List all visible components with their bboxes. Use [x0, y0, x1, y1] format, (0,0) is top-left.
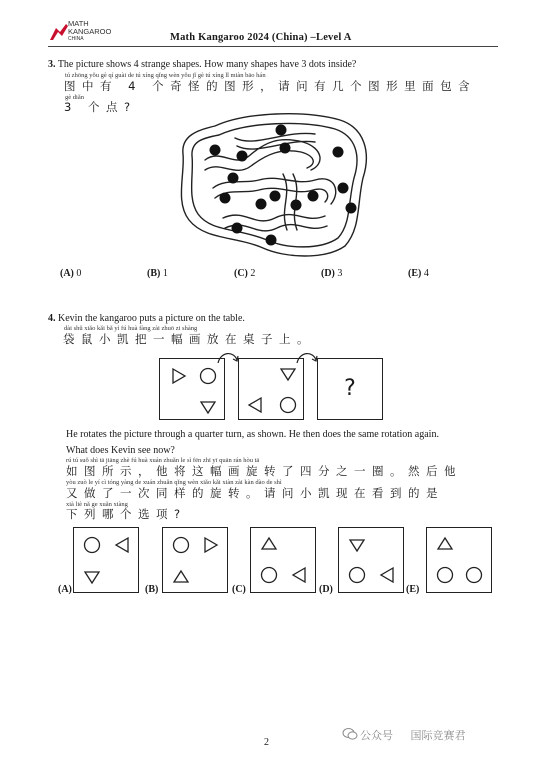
q3-text: The picture shows 4 strange shapes. How many shapes have 3 dots inside?: [57, 59, 357, 70]
q3-option-a-label: (A): [60, 268, 74, 279]
logo-line-china: CHINA: [68, 36, 84, 42]
q4-rotated-picture: [238, 358, 304, 420]
kangaroo-logo-icon: [48, 22, 70, 42]
watermark-brand: 公众号: [360, 729, 393, 742]
q3-pinyin-line2: gè diǎn: [65, 94, 84, 101]
q4-chinese-line1: 袋鼠小凯把一幅画放在桌子上。: [63, 332, 315, 346]
q4-option-e[interactable]: [426, 527, 492, 593]
q3-option-a-value: 0: [76, 268, 82, 279]
q4-option-d[interactable]: [338, 527, 404, 593]
q4-start-picture-shapes: [160, 359, 223, 418]
q3-pinyin-line1: tú zhōng yǒu gè qí guài de tú xíng qǐng wèn yǒu jǐ gè tú xíng lǐ miàn bāo hán: [65, 72, 266, 79]
q4-text-line3: What does Kevin see now?: [66, 445, 175, 456]
q4-pinyin-line4: xià liè nǎ ge xuǎn xiàng: [66, 501, 128, 508]
q3-chinese-line2: 3 个点?: [64, 100, 137, 114]
q4-text-line1: Kevin the kangaroo puts a picture on the table.: [58, 313, 245, 324]
q4-option-e-shapes: [427, 528, 490, 591]
wechat-icon: [342, 727, 358, 741]
q4-option-b[interactable]: [162, 527, 228, 593]
q4-pinyin-line1: dài shǔ xiǎo kǎi bǎ yì fú huà fàng zài zhuō zi shàng: [64, 325, 198, 332]
page-number: 2: [264, 737, 269, 748]
q4-pinyin-line2: rú tú suǒ shì tā jiāng zhè fú huà xuán zhuǎn le sì fēn zhī yī quān rán hòu tā: [66, 457, 260, 464]
q3-option-a[interactable]: [60, 268, 81, 279]
q4-option-a[interactable]: [73, 527, 139, 593]
q3-option-c[interactable]: [234, 268, 255, 279]
q3-option-d-label: (D): [321, 268, 335, 279]
q3-prompt: [48, 59, 356, 71]
q3-option-e-value: 4: [423, 268, 429, 279]
q3-option-c-value: 2: [250, 268, 256, 279]
q3-option-e[interactable]: [408, 268, 429, 279]
q4-option-c[interactable]: [250, 527, 316, 593]
q4-option-c-shapes: [251, 528, 314, 591]
logo-line-math: MATH: [68, 19, 89, 28]
q3-option-d-value: 3: [337, 268, 343, 279]
header-divider: [48, 46, 498, 47]
logo-line-kangaroo: KANGAROO: [68, 27, 112, 36]
q4-option-a-shapes: [74, 528, 137, 591]
q4-option-b-label[interactable]: (B): [145, 584, 159, 595]
q4-option-e-label[interactable]: (E): [406, 584, 420, 595]
q3-option-b-label: (B): [147, 268, 161, 279]
q3-strange-shapes-figure: [175, 108, 375, 263]
q4-number: 4.: [48, 313, 56, 324]
q4-chinese-line3: 又做了一次同样的旋转。请问小凯现在看到的是: [66, 486, 444, 500]
q3-option-d[interactable]: [321, 268, 342, 279]
q4-chinese-line2: 如图所示，他将这幅画旋转了四分之一圈。然后他: [66, 464, 462, 478]
q4-chinese-line4: 下列哪个选项?: [66, 507, 187, 521]
q3-chinese-line1: 图中有 4 个奇怪的图形，请问有几个图形里面包含: [64, 79, 477, 93]
watermark-name: 国际竞赛君: [410, 729, 466, 742]
q4-option-d-shapes: [339, 528, 402, 591]
q4-prompt: [48, 313, 245, 325]
q4-rotated-picture-shapes: [239, 359, 302, 418]
q4-text-line2: He rotates the picture through a quarter turn, as shown. He then does the same rotation again.: [66, 429, 439, 440]
watermark: [360, 727, 466, 743]
page-header-title: Math Kangaroo 2024 (China) –Level A: [170, 32, 352, 43]
q4-option-b-shapes: [163, 528, 226, 591]
q4-option-a-label[interactable]: (A): [58, 584, 72, 595]
question-mark: ?: [344, 376, 356, 401]
q4-option-c-label[interactable]: (C): [232, 584, 246, 595]
q3-number: 3.: [48, 59, 56, 70]
q3-option-b[interactable]: [147, 268, 168, 279]
q3-option-b-value: 1: [162, 268, 168, 279]
q4-pinyin-line3: yòu zuò le yí cì tóng yàng de xuán zhuǎn qǐng wèn xiǎo kǎi xiàn zài kàn dào de shì: [66, 479, 282, 486]
q4-start-picture: [159, 358, 225, 420]
logo-text: [68, 20, 111, 42]
q3-option-e-label: (E): [408, 268, 422, 279]
q4-option-d-label[interactable]: (D): [319, 584, 333, 595]
q3-option-c-label: (C): [234, 268, 248, 279]
q4-unknown-picture: [317, 358, 383, 420]
